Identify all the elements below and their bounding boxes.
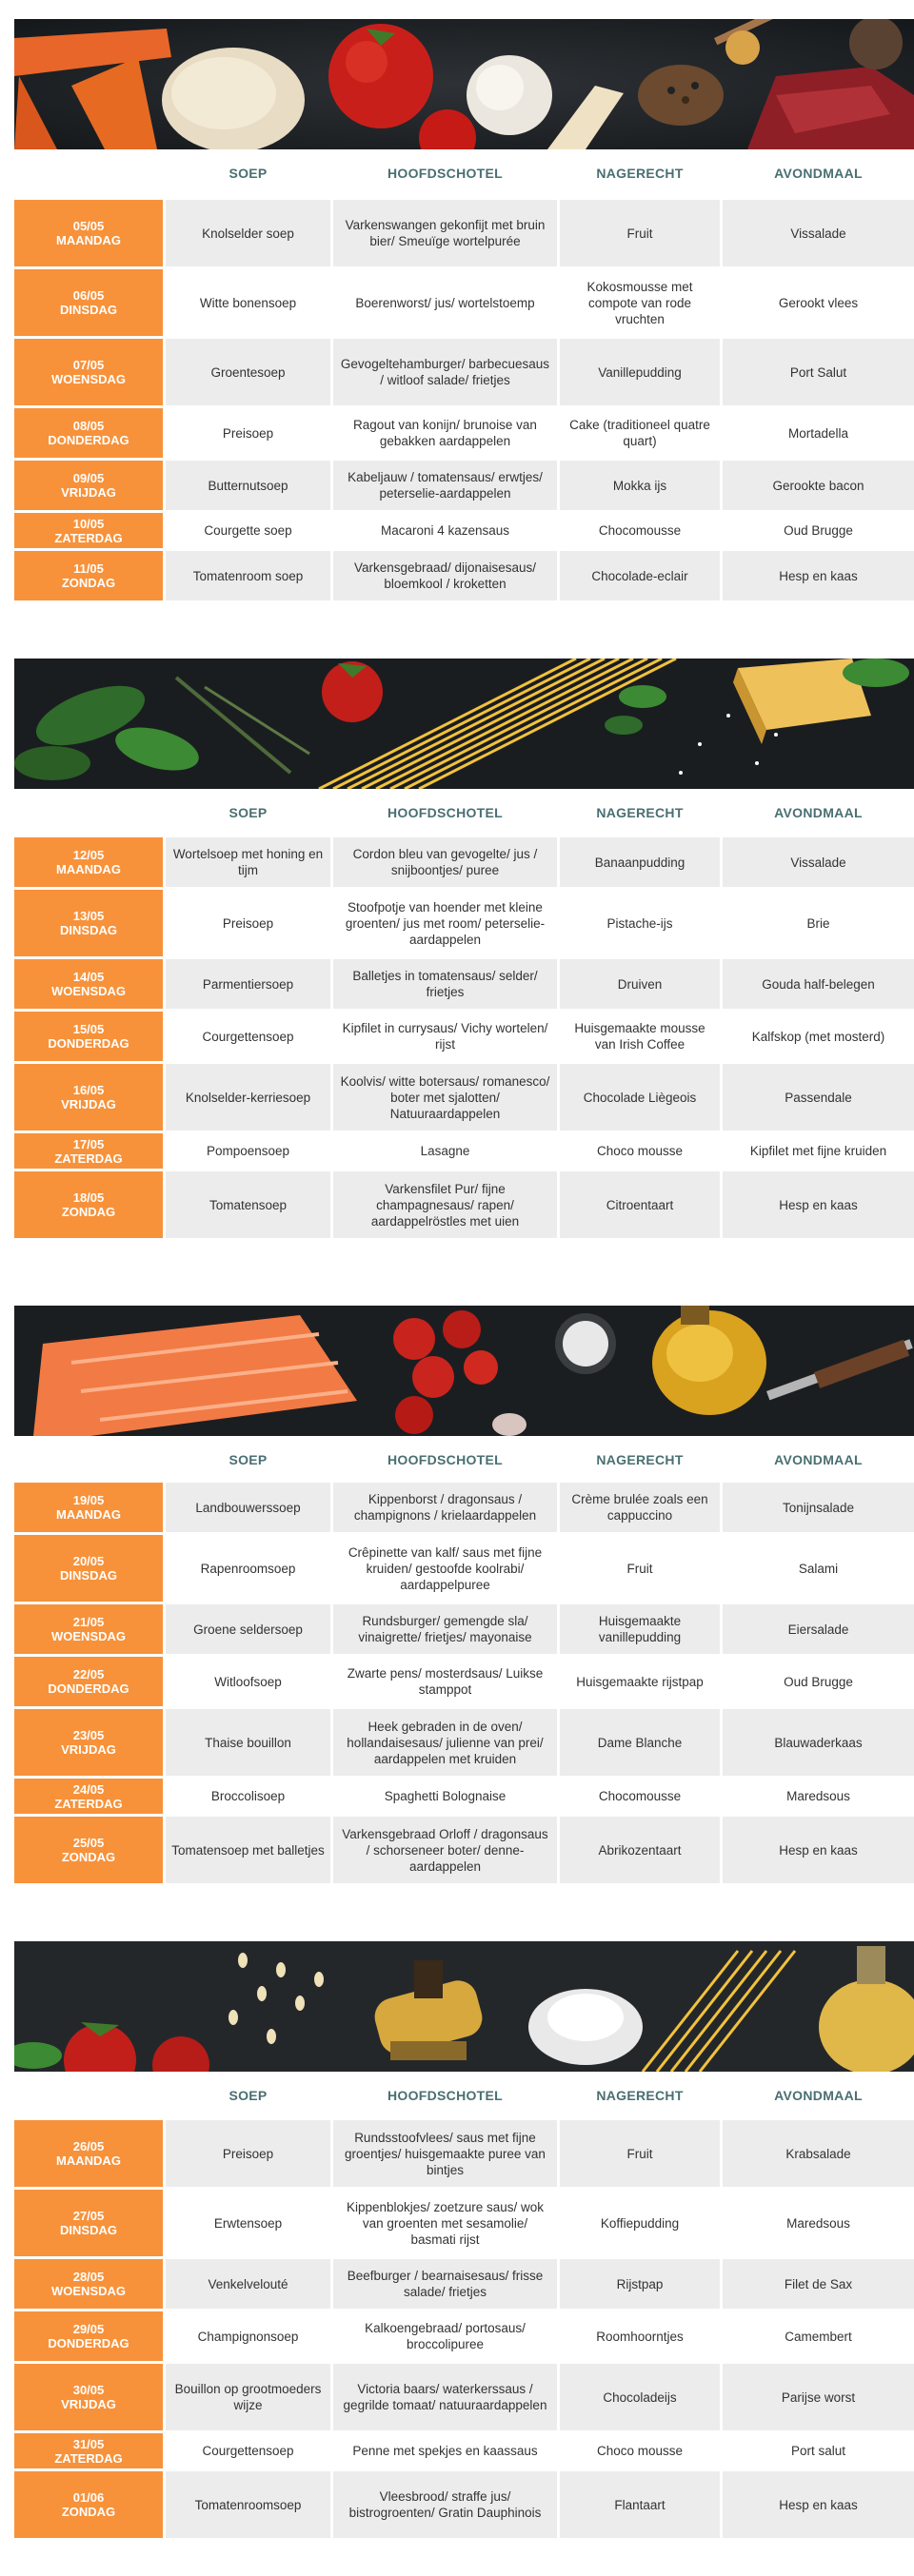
table-row bbox=[14, 2120, 914, 2190]
dessert-cell: Huisgemaakte vanillepudding bbox=[560, 1604, 720, 1654]
dinner-cell: Port Salut bbox=[723, 339, 914, 405]
soup-cell: Wortelsoep met honing en tijm bbox=[166, 837, 330, 887]
header-soup: SOEP bbox=[228, 1452, 268, 1467]
food-photo-pasta bbox=[14, 659, 914, 789]
table-row bbox=[14, 408, 914, 461]
header-dessert: NAGERECHT bbox=[596, 2088, 684, 2103]
table-row bbox=[14, 1133, 914, 1171]
banner-week-1 bbox=[14, 19, 914, 149]
header-main: HOOFDSCHOTEL bbox=[387, 1452, 504, 1467]
day-name: WOENSDAG bbox=[51, 2284, 126, 2298]
day-name: VRIJDAG bbox=[61, 485, 116, 500]
dessert-cell: Citroentaart bbox=[560, 1171, 720, 1238]
dessert-cell: Crème brulée zoals een cappuccino bbox=[560, 1483, 720, 1532]
dessert-cell: Choco mousse bbox=[560, 1133, 720, 1169]
dinner-cell: Brie bbox=[723, 890, 914, 956]
menu-table-week-1 bbox=[14, 200, 914, 603]
table-row bbox=[14, 200, 914, 269]
header-dinner: AVONDMAAL bbox=[774, 2088, 863, 2103]
header-soup: SOEP bbox=[228, 2088, 268, 2103]
table-row bbox=[14, 2259, 914, 2311]
soup-cell: Landbouwerssoep bbox=[166, 1483, 330, 1532]
header-soup: SOEP bbox=[228, 805, 268, 820]
day-date: 20/05 bbox=[72, 1554, 105, 1568]
day-name: WOENSDAG bbox=[51, 372, 126, 386]
dinner-cell: Parijse worst bbox=[723, 2364, 914, 2430]
day-name: VRIJDAG bbox=[61, 2397, 116, 2411]
header-main: HOOFDSCHOTEL bbox=[387, 166, 504, 181]
day-date: 29/05 bbox=[72, 2322, 105, 2336]
main-cell: Cordon bleu van gevogelte/ jus / snijboontjes/ puree bbox=[333, 837, 557, 887]
dinner-cell: Blauwaderkaas bbox=[723, 1709, 914, 1776]
day-date: 10/05 bbox=[72, 516, 105, 531]
day-date: 31/05 bbox=[72, 2436, 105, 2451]
dinner-cell: Mortadella bbox=[723, 408, 914, 458]
soup-cell: Parmentiersoep bbox=[166, 959, 330, 1009]
day-cell bbox=[14, 2311, 163, 2361]
day-name: MAANDAG bbox=[56, 2153, 121, 2168]
dinner-cell: Oud Brugge bbox=[723, 1657, 914, 1706]
column-headers bbox=[14, 794, 914, 832]
table-row bbox=[14, 1817, 914, 1886]
day-date: 25/05 bbox=[72, 1836, 105, 1850]
main-cell: Vleesbrood/ straffe jus/ bistrogroenten/ Gratin Dauphinois bbox=[333, 2471, 557, 2538]
main-cell: Spaghetti Bolognaise bbox=[333, 1779, 557, 1814]
table-row bbox=[14, 461, 914, 513]
dinner-cell: Maredsous bbox=[723, 1779, 914, 1814]
day-name: MAANDAG bbox=[56, 1507, 121, 1522]
table-row bbox=[14, 551, 914, 603]
soup-cell: Witte bonensoep bbox=[166, 269, 330, 336]
dessert-cell: Roomhoorntjes bbox=[560, 2311, 720, 2361]
main-cell: Varkensfilet Pur/ fijne champagnesaus/ rapen/ aardappelröstles met uien bbox=[333, 1171, 557, 1238]
day-name: VRIJDAG bbox=[61, 1742, 116, 1757]
garlic-icon bbox=[467, 55, 552, 135]
day-date: 05/05 bbox=[72, 219, 105, 233]
banner-week-3 bbox=[14, 1306, 914, 1436]
day-date: 15/05 bbox=[72, 1022, 105, 1036]
banner-week-4 bbox=[14, 1941, 914, 2072]
day-date: 27/05 bbox=[72, 2209, 105, 2223]
day-name: ZONDAG bbox=[61, 2505, 116, 2519]
celeriac-icon bbox=[162, 48, 305, 149]
dinner-cell: Maredsous bbox=[723, 2190, 914, 2256]
day-cell bbox=[14, 408, 163, 458]
header-dessert: NAGERECHT bbox=[596, 805, 684, 820]
table-row bbox=[14, 1709, 914, 1779]
dinner-cell: Kalfskop (met mosterd) bbox=[723, 1012, 914, 1061]
day-name: DONDERDAG bbox=[48, 1681, 129, 1696]
day-cell bbox=[14, 269, 163, 336]
table-row bbox=[14, 269, 914, 339]
soup-cell: Broccolisoep bbox=[166, 1779, 330, 1814]
food-photo-salmon bbox=[14, 1306, 914, 1436]
dinner-cell: Eiersalade bbox=[723, 1604, 914, 1654]
dessert-cell: Kokosmousse met compote van rode vruchten bbox=[560, 269, 720, 336]
day-cell bbox=[14, 513, 163, 548]
table-row bbox=[14, 959, 914, 1012]
day-date: 30/05 bbox=[72, 2383, 105, 2397]
day-name: DONDERDAG bbox=[48, 1036, 129, 1051]
main-cell: Varkenswangen gekonfijt met bruin bier/ Smeuïge wortelpurée bbox=[333, 200, 557, 266]
header-dinner: AVONDMAAL bbox=[774, 1452, 863, 1467]
day-name: ZONDAG bbox=[61, 1205, 116, 1219]
day-cell bbox=[14, 1709, 163, 1776]
dinner-cell: Hesp en kaas bbox=[723, 1817, 914, 1883]
tomato-icon bbox=[322, 661, 383, 722]
day-date: 11/05 bbox=[73, 561, 104, 576]
day-cell bbox=[14, 2471, 163, 2538]
dinner-cell: Passendale bbox=[723, 1064, 914, 1131]
dessert-cell: Vanillepudding bbox=[560, 339, 720, 405]
table-row bbox=[14, 1171, 914, 1241]
main-cell: Ragout van konijn/ brunoise van gebakken aardappelen bbox=[333, 408, 557, 458]
day-date: 18/05 bbox=[72, 1190, 105, 1205]
main-cell: Victoria baars/ waterkerssaus / gegrilde tomaat/ natuuraardappelen bbox=[333, 2364, 557, 2430]
table-row bbox=[14, 1483, 914, 1535]
food-photo-vegetables bbox=[14, 19, 914, 149]
day-date: 16/05 bbox=[72, 1083, 105, 1097]
day-cell bbox=[14, 890, 163, 956]
dessert-cell: Banaanpudding bbox=[560, 837, 720, 887]
menu-table-week-3 bbox=[14, 1483, 914, 1886]
food-photo-spices bbox=[14, 1941, 914, 2072]
table-row bbox=[14, 339, 914, 408]
dessert-cell: Druiven bbox=[560, 959, 720, 1009]
day-date: 08/05 bbox=[72, 419, 105, 433]
day-name: MAANDAG bbox=[56, 862, 121, 876]
main-cell: Varkensgebraad/ dijonaisesaus/ bloemkool / kroketten bbox=[333, 551, 557, 600]
table-row bbox=[14, 2311, 914, 2364]
day-cell bbox=[14, 2433, 163, 2468]
main-cell: Stoofpotje van hoender met kleine groenten/ jus met room/ peterselie-aardappelen bbox=[333, 890, 557, 956]
dessert-cell: Pistache-ijs bbox=[560, 890, 720, 956]
main-cell: Kabeljauw / tomatensaus/ erwtjes/ peterselie-aardappelen bbox=[333, 461, 557, 510]
header-main: HOOFDSCHOTEL bbox=[387, 2088, 504, 2103]
dessert-cell: Dame Blanche bbox=[560, 1709, 720, 1776]
dessert-cell: Huisgemaakte rijstpap bbox=[560, 1657, 720, 1706]
day-cell bbox=[14, 2190, 163, 2256]
dessert-cell: Fruit bbox=[560, 200, 720, 266]
table-row bbox=[14, 1535, 914, 1604]
day-cell bbox=[14, 1604, 163, 1654]
main-cell: Zwarte pens/ mosterdsaus/ Luikse stamppot bbox=[333, 1657, 557, 1706]
main-cell: Heek gebraden in de oven/ hollandaisesaus/ julienne van prei/ aardappelen met kruiden bbox=[333, 1709, 557, 1776]
day-date: 24/05 bbox=[72, 1781, 105, 1797]
main-cell: Penne met spekjes en kaassaus bbox=[333, 2433, 557, 2468]
table-row bbox=[14, 2471, 914, 2541]
main-cell: Gevogeltehamburger/ barbecuesaus / witloof salade/ frietjes bbox=[333, 339, 557, 405]
table-row bbox=[14, 2433, 914, 2471]
soup-cell: Preisoep bbox=[166, 890, 330, 956]
day-cell bbox=[14, 1535, 163, 1602]
day-name: ZONDAG bbox=[61, 1850, 116, 1864]
garlic-icon bbox=[492, 1413, 527, 1436]
day-name: DONDERDAG bbox=[48, 433, 129, 447]
soup-cell: Groentesoep bbox=[166, 339, 330, 405]
main-cell: Kipfilet in currysaus/ Vichy wortelen/ rijst bbox=[333, 1012, 557, 1061]
salt-bowl-icon bbox=[555, 1313, 616, 1374]
day-name: MAANDAG bbox=[56, 233, 121, 247]
day-cell bbox=[14, 339, 163, 405]
table-row bbox=[14, 513, 914, 551]
day-name: DINSDAG bbox=[60, 923, 117, 937]
table-row bbox=[14, 2364, 914, 2433]
header-dinner: AVONDMAAL bbox=[774, 166, 863, 181]
day-cell bbox=[14, 200, 163, 266]
soup-cell: Groene seldersoep bbox=[166, 1604, 330, 1654]
main-cell: Kalkoengebraad/ portosaus/ broccolipuree bbox=[333, 2311, 557, 2361]
day-name: DONDERDAG bbox=[48, 2336, 129, 2350]
day-date: 17/05 bbox=[72, 1136, 105, 1151]
day-date: 09/05 bbox=[72, 471, 105, 485]
header-dessert: NAGERECHT bbox=[596, 1452, 684, 1467]
main-cell: Rundsburger/ gemengde sla/ vinaigrette/ frietjes/ mayonaise bbox=[333, 1604, 557, 1654]
main-cell: Rundsstoofvlees/ saus met fijne groentjes/ huisgemaakte puree van bintjes bbox=[333, 2120, 557, 2187]
table-row bbox=[14, 1657, 914, 1709]
day-cell bbox=[14, 1657, 163, 1706]
soup-cell: Thaise bouillon bbox=[166, 1709, 330, 1776]
main-cell: Kippenblokjes/ zoetzure saus/ wok van groenten met sesamolie/ basmati rijst bbox=[333, 2190, 557, 2256]
day-name: DINSDAG bbox=[60, 1568, 117, 1583]
dinner-cell: Hesp en kaas bbox=[723, 1171, 914, 1238]
main-cell: Koolvis/ witte botersaus/ romanesco/ boter met sjalotten/ Natuuraardappelen bbox=[333, 1064, 557, 1131]
day-cell bbox=[14, 551, 163, 600]
main-cell: Beefburger / bearnaisesaus/ frisse salade/ frietjes bbox=[333, 2259, 557, 2309]
dessert-cell: Chocoladeijs bbox=[560, 2364, 720, 2430]
dessert-cell: Rijstpap bbox=[560, 2259, 720, 2309]
soup-cell: Venkelvelouté bbox=[166, 2259, 330, 2309]
menu-table-week-4 bbox=[14, 2120, 914, 2541]
main-cell: Lasagne bbox=[333, 1133, 557, 1169]
soup-cell: Butternutsoep bbox=[166, 461, 330, 510]
day-date: 12/05 bbox=[72, 848, 105, 862]
soup-cell: Bouillon op grootmoeders wijze bbox=[166, 2364, 330, 2430]
soup-cell: Pompoensoep bbox=[166, 1133, 330, 1169]
dinner-cell: Port salut bbox=[723, 2433, 914, 2468]
main-cell: Boerenworst/ jus/ wortelstoemp bbox=[333, 269, 557, 336]
day-cell bbox=[14, 2120, 163, 2187]
soup-cell: Rapenroomsoep bbox=[166, 1535, 330, 1602]
soup-cell: Tomatensoep met balletjes bbox=[166, 1817, 330, 1883]
soup-cell: Tomatenroom soep bbox=[166, 551, 330, 600]
day-name: ZONDAG bbox=[61, 576, 116, 590]
header-dinner: AVONDMAAL bbox=[774, 805, 863, 820]
dinner-cell: Krabsalade bbox=[723, 2120, 914, 2187]
column-headers bbox=[14, 154, 914, 192]
header-soup: SOEP bbox=[228, 166, 268, 181]
day-date: 07/05 bbox=[72, 358, 105, 372]
day-cell bbox=[14, 1012, 163, 1061]
soup-cell: Erwtensoep bbox=[166, 2190, 330, 2256]
menu-table-week-2 bbox=[14, 837, 914, 1241]
day-date: 26/05 bbox=[72, 2139, 105, 2153]
soup-cell: Tomatensoep bbox=[166, 1171, 330, 1238]
header-main: HOOFDSCHOTEL bbox=[387, 805, 504, 820]
table-row bbox=[14, 1012, 914, 1064]
day-name: DINSDAG bbox=[60, 2223, 117, 2237]
dessert-cell: Chocomousse bbox=[560, 1779, 720, 1814]
dinner-cell: Tonijnsalade bbox=[723, 1483, 914, 1532]
table-row bbox=[14, 1064, 914, 1133]
dinner-cell: Gouda half-belegen bbox=[723, 959, 914, 1009]
dessert-cell: Fruit bbox=[560, 1535, 720, 1602]
soup-cell: Preisoep bbox=[166, 408, 330, 458]
day-date: 19/05 bbox=[72, 1493, 105, 1507]
dinner-cell: Gerookt vlees bbox=[723, 269, 914, 336]
day-date: 13/05 bbox=[72, 909, 105, 923]
day-date: 28/05 bbox=[72, 2270, 105, 2284]
salt-icon bbox=[528, 1989, 643, 2065]
day-date: 21/05 bbox=[72, 1615, 105, 1629]
soup-cell: Courgettensoep bbox=[166, 1012, 330, 1061]
column-headers bbox=[14, 2076, 914, 2114]
day-name: ZATERDAG bbox=[54, 2450, 123, 2466]
table-row bbox=[14, 837, 914, 890]
day-date: 06/05 bbox=[72, 288, 105, 303]
day-cell bbox=[14, 461, 163, 510]
day-cell bbox=[14, 1817, 163, 1883]
soup-cell: Knolselder soep bbox=[166, 200, 330, 266]
dessert-cell: Cake (traditioneel quatre quart) bbox=[560, 408, 720, 458]
day-cell bbox=[14, 959, 163, 1009]
day-name: VRIJDAG bbox=[61, 1097, 116, 1111]
dessert-cell: Fruit bbox=[560, 2120, 720, 2187]
table-row bbox=[14, 1604, 914, 1657]
soup-cell: Witloofsoep bbox=[166, 1657, 330, 1706]
day-date: 14/05 bbox=[72, 970, 105, 984]
soup-cell: Preisoep bbox=[166, 2120, 330, 2187]
day-cell bbox=[14, 2259, 163, 2309]
day-name: ZATERDAG bbox=[54, 1150, 123, 1166]
dinner-cell: Oud Brugge bbox=[723, 513, 914, 548]
main-cell: Balletjes in tomatensaus/ selder/ frietjes bbox=[333, 959, 557, 1009]
day-name: ZATERDAG bbox=[54, 1796, 123, 1811]
table-row bbox=[14, 890, 914, 959]
dessert-cell: Flantaart bbox=[560, 2471, 720, 2538]
dinner-cell: Gerookte bacon bbox=[723, 461, 914, 510]
day-cell bbox=[14, 837, 163, 887]
day-name: WOENSDAG bbox=[51, 984, 126, 998]
table-row bbox=[14, 2190, 914, 2259]
day-name: WOENSDAG bbox=[51, 1629, 126, 1643]
day-cell bbox=[14, 1779, 163, 1814]
table-row bbox=[14, 1779, 914, 1817]
day-cell bbox=[14, 1064, 163, 1131]
day-name: DINSDAG bbox=[60, 303, 117, 317]
day-date: 23/05 bbox=[72, 1728, 105, 1742]
dinner-cell: Vissalade bbox=[723, 200, 914, 266]
day-name: ZATERDAG bbox=[54, 530, 123, 545]
main-cell: Macaroni 4 kazensaus bbox=[333, 513, 557, 548]
banner-week-2 bbox=[14, 659, 914, 789]
dessert-cell: Huisgemaakte mousse van Irish Coffee bbox=[560, 1012, 720, 1061]
column-headers bbox=[14, 1441, 914, 1479]
day-cell bbox=[14, 1171, 163, 1238]
dinner-cell: Kipfilet met fijne kruiden bbox=[723, 1133, 914, 1169]
basil-icon bbox=[843, 659, 909, 687]
soup-cell: Tomatenroomsoep bbox=[166, 2471, 330, 2538]
soup-cell: Courgettensoep bbox=[166, 2433, 330, 2468]
main-cell: Kippenborst / dragonsaus / champignons / krielaardappelen bbox=[333, 1483, 557, 1532]
main-cell: Varkensgebraad Orloff / dragonsaus / schorseneer boter/ denne-aardappelen bbox=[333, 1817, 557, 1883]
dessert-cell: Chocolade-eclair bbox=[560, 551, 720, 600]
dessert-cell: Koffiepudding bbox=[560, 2190, 720, 2256]
dinner-cell: Filet de Sax bbox=[723, 2259, 914, 2309]
dessert-cell: Abrikozentaart bbox=[560, 1817, 720, 1883]
main-cell: Crêpinette van kalf/ saus met fijne kruiden/ gestoofde koolrabi/ aardappelpuree bbox=[333, 1535, 557, 1602]
dinner-cell: Hesp en kaas bbox=[723, 551, 914, 600]
dinner-cell: Hesp en kaas bbox=[723, 2471, 914, 2538]
dessert-cell: Chocomousse bbox=[560, 513, 720, 548]
day-cell bbox=[14, 1133, 163, 1169]
day-cell bbox=[14, 1483, 163, 1532]
header-dessert: NAGERECHT bbox=[596, 166, 684, 181]
day-date: 01/06 bbox=[72, 2490, 105, 2505]
dinner-cell: Vissalade bbox=[723, 837, 914, 887]
dessert-cell: Choco mousse bbox=[560, 2433, 720, 2468]
soup-cell: Knolselder-kerriesoep bbox=[166, 1064, 330, 1131]
dessert-cell: Chocolade Liègeois bbox=[560, 1064, 720, 1131]
day-cell bbox=[14, 2364, 163, 2430]
soup-cell: Courgette soep bbox=[166, 513, 330, 548]
day-date: 22/05 bbox=[72, 1667, 105, 1681]
soup-cell: Champignonsoep bbox=[166, 2311, 330, 2361]
dinner-cell: Camembert bbox=[723, 2311, 914, 2361]
dessert-cell: Mokka ijs bbox=[560, 461, 720, 510]
dinner-cell: Salami bbox=[723, 1535, 914, 1602]
